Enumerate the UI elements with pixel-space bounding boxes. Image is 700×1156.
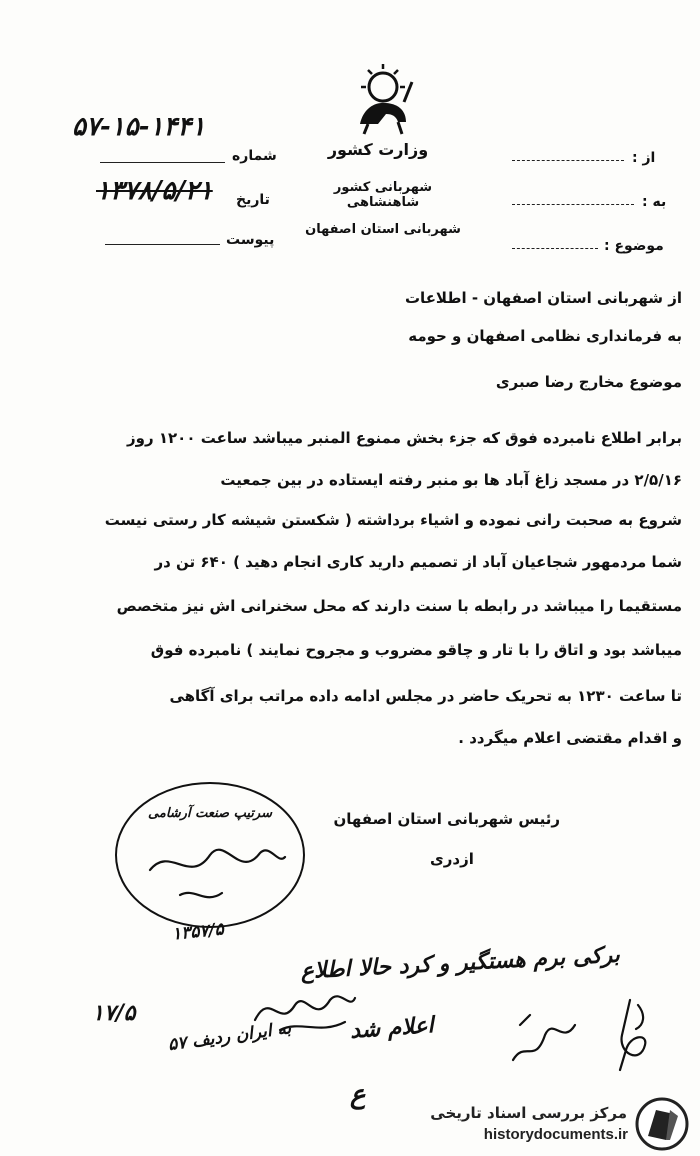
body-line-6: شروع به صحبت رانی نموده و اشیاء برداشته ( شکستن شیشه کار رستی نیست [104,511,682,529]
body-line-1: از شهربانی استان اصفهان - اطلاعات [404,289,682,307]
signature-name: ازدری [430,850,474,868]
body-line-3: موضوع مخارج رضا صبری [495,373,682,391]
body-line-9: میباشد بود و اتاق را با تار و چاقو مضروب و مجروح نمایند ) نامبرده فوق [150,641,682,659]
to-line [512,204,634,205]
from-label: از : [632,150,656,166]
body-line-11: و اقدام مقتضی اعلام میگردد . [458,729,682,747]
signature-stamp-oval-icon [110,775,310,935]
subject-line [512,248,598,249]
history-documents-logo-icon [634,1096,690,1152]
letter-number-label: شماره [232,148,277,164]
body-line-7: شما مردمهور شجاعیان آباد از تصمیم دارید کاری انجام دهید ) ۶۴۰ تن در [154,553,682,571]
letter-attachment-label: پیوست [226,232,275,248]
annotation-number: ۱۳۵۷/۵ [171,919,225,945]
to-label: به : [642,194,667,210]
stamp-text: سرتیپ صنعت آرشامی [148,806,272,821]
watermark-title: مرکز بررسی اسناد تاریخی [430,1104,627,1122]
body-line-5: ۲/۵/۱۶ در مسجد زاغ آباد ها بو منبر رفته ایستاده در بین جمعیت [220,471,682,489]
annotation-announced: اعلام شد [349,1012,435,1044]
annotation-filing-note: به ایران ردیف ۵۷ [166,1018,293,1056]
body-line-10: تا ساعت ۱۲۳۰ به تحریک حاضر در مجلس ادامه داده مراتب برای آگاهی [169,687,682,705]
signature-mark-icon [600,995,660,1075]
gov-province-title: شهربانی استان اصفهان [305,222,461,237]
annotation-handwritten-note: برکی برم هستگیر و کرد حالا اطلاع [300,941,621,985]
initials-scribble-icon [505,1005,585,1075]
attach-underline [105,244,220,245]
body-line-8: مستقیما را میباشد در رابطه با سنت دارند که محل سخنرانی اش نیز متخصص [116,597,682,615]
handwritten-signature-scribble-icon [250,980,360,1040]
letter-number-value: ۵۷-۱۵-۱۴۴۱ [72,112,206,142]
letter-date-value: ۱۳۷۸/۵/۲۱ [96,176,213,206]
lion-and-sun-emblem-icon [348,62,418,137]
annotation-initial: ع [350,1080,366,1110]
ministry-title: وزارت کشور [327,140,429,159]
letter-date-label: تاریخ [236,192,270,208]
number-underline [100,162,225,163]
signature-title: رئیس شهربانی استان اصفهان [333,810,560,828]
annotation-date: ۱۷/۵ [92,1000,136,1026]
gov-country-title: شهربانی کشور شاهنشاهی [333,180,433,210]
body-line-2: به فرمانداری نظامی اصفهان و حومه [408,327,682,345]
from-line [512,160,624,161]
body-line-4: برابر اطلاع نامبرده فوق که جزء بخش ممنوع المنبر میباشد ساعت ۱۲۰۰ روز [127,429,682,447]
subject-label: موضوع : [604,238,664,254]
watermark-url: historydocuments.ir [483,1126,628,1143]
